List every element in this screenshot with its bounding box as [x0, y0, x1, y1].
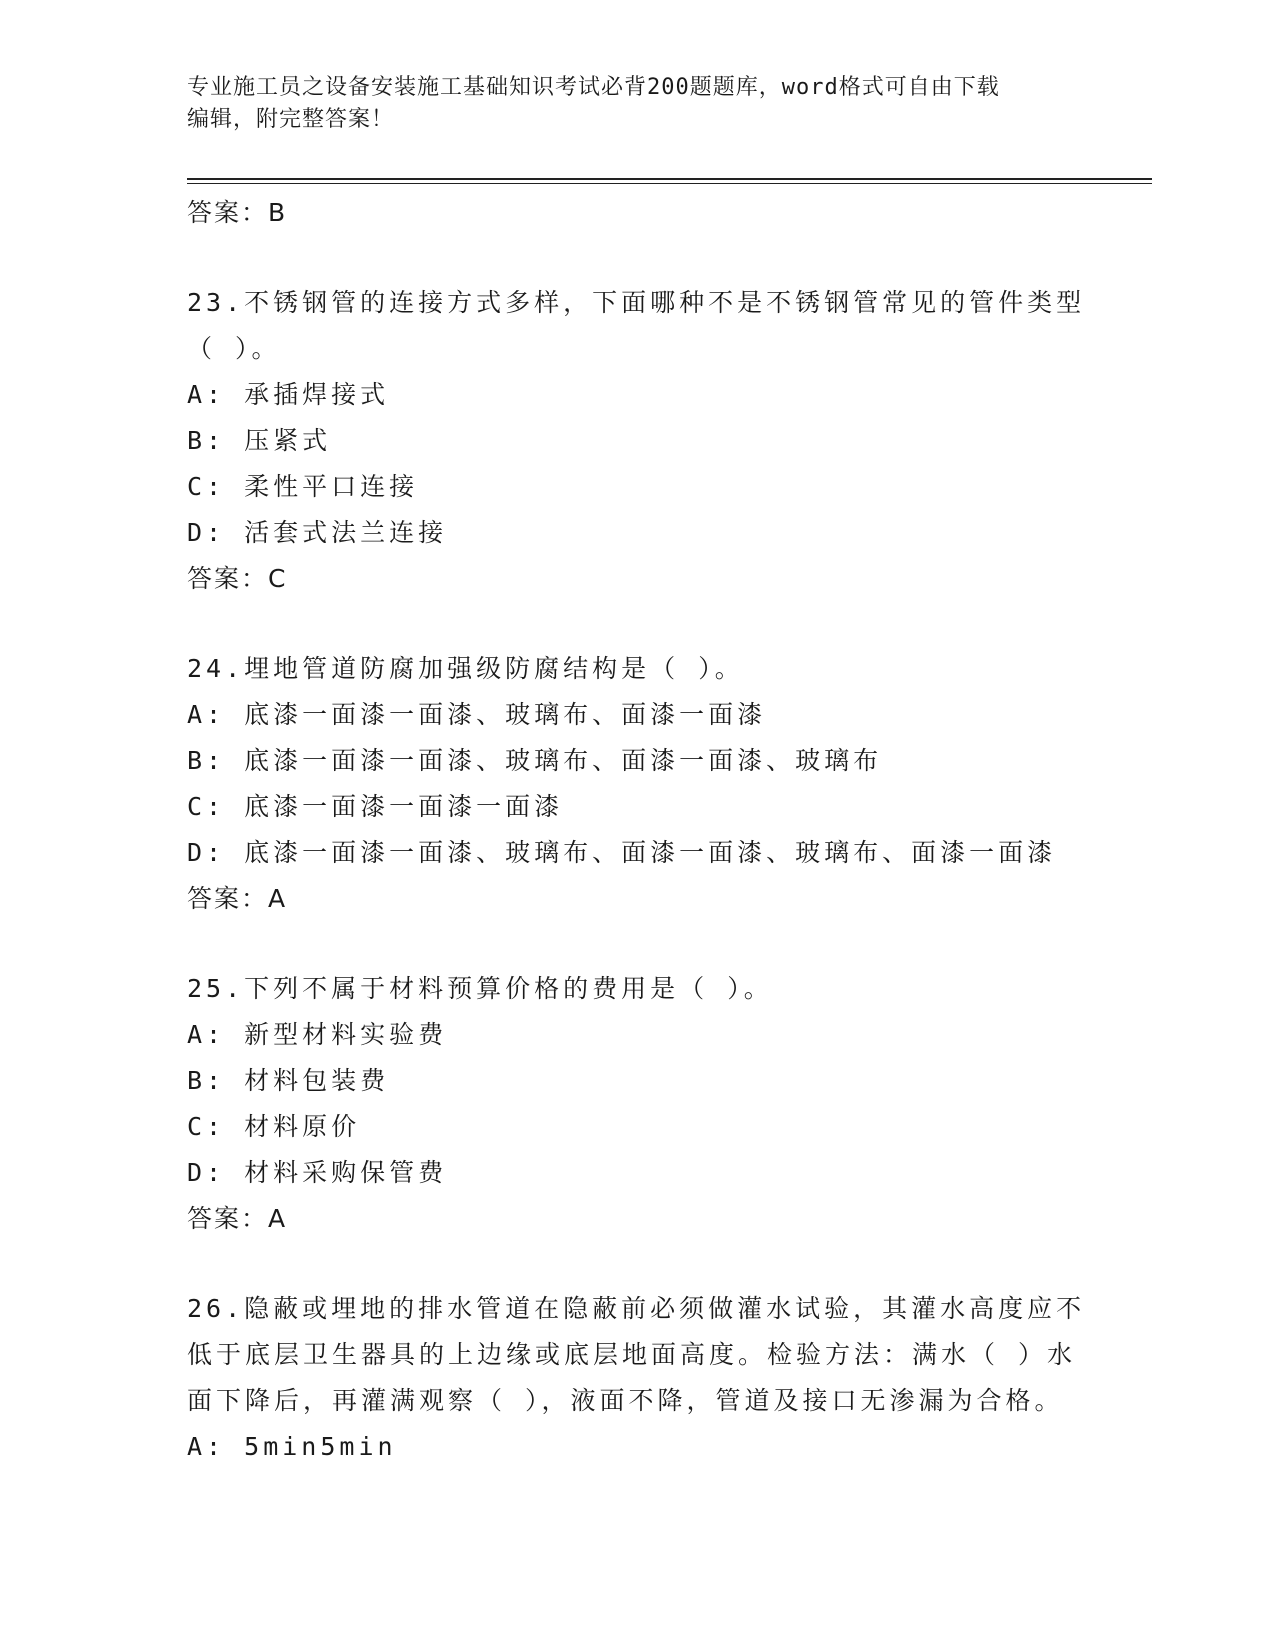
header-line-2: 编辑，附完整答案！ [187, 107, 395, 132]
answer-line: 答案：A [187, 884, 288, 913]
question-stem-line: （ ）。 [187, 334, 281, 363]
question-stem-line: 25.下列不属于材料预算价格的费用是（ ）。 [187, 974, 773, 1003]
document-header [187, 72, 1087, 136]
spacer [187, 602, 1087, 646]
option-c: C: 柔性平口连接 [187, 472, 419, 501]
option-a: A: 新型材料实验费 [187, 1020, 448, 1049]
spacer [187, 236, 1087, 280]
question-stem-line: 低于底层卫生器具的上边缘或底层地面高度。检验方法：满水（ ）水 [187, 1340, 1077, 1369]
option-b: B: 底漆一面漆一面漆、玻璃布、面漆一面漆、玻璃布 [187, 746, 883, 775]
option-d: D: 活套式法兰连接 [187, 518, 448, 547]
option-b: B: 压紧式 [187, 426, 332, 455]
option-c: C: 材料原价 [187, 1112, 361, 1141]
answer-line: 答案：B [187, 198, 288, 227]
question-stem-line: 26.隐蔽或埋地的排水管道在隐蔽前必须做灌水试验，其灌水高度应不 [187, 1294, 1086, 1323]
header-divider-thick [187, 178, 1152, 180]
option-d: D: 材料采购保管费 [187, 1158, 448, 1187]
question-24 [187, 646, 1087, 922]
question-stem-line: 24.埋地管道防腐加强级防腐结构是（ ）。 [187, 654, 744, 683]
question-25 [187, 966, 1087, 1242]
answer-line: 答案：A [187, 1204, 288, 1233]
option-d: D: 底漆一面漆一面漆、玻璃布、面漆一面漆、玻璃布、面漆一面漆 [187, 838, 1057, 867]
question-26 [187, 1286, 1087, 1470]
spacer [187, 1242, 1087, 1286]
header-line-1: 专业施工员之设备安装施工基础知识考试必背200题题库，word格式可自由下载 [187, 75, 1000, 100]
question-23 [187, 280, 1087, 602]
option-a: A: 5min5min [187, 1432, 397, 1461]
option-a: A: 底漆一面漆一面漆、玻璃布、面漆一面漆 [187, 700, 767, 729]
question-stem-line: 23.不锈钢管的连接方式多样，下面哪种不是不锈钢管常见的管件类型 [187, 288, 1086, 317]
spacer [187, 922, 1087, 966]
option-b: B: 材料包装费 [187, 1066, 390, 1095]
question-list [187, 190, 1087, 1470]
answer-line: 答案：C [187, 564, 288, 593]
header-divider-thin [187, 183, 1152, 184]
question-stem-line: 面下降后，再灌满观察（ ），液面不降，管道及接口无渗漏为合格。 [187, 1386, 1064, 1415]
option-c: C: 底漆一面漆一面漆一面漆 [187, 792, 564, 821]
option-a: A: 承插焊接式 [187, 380, 390, 409]
